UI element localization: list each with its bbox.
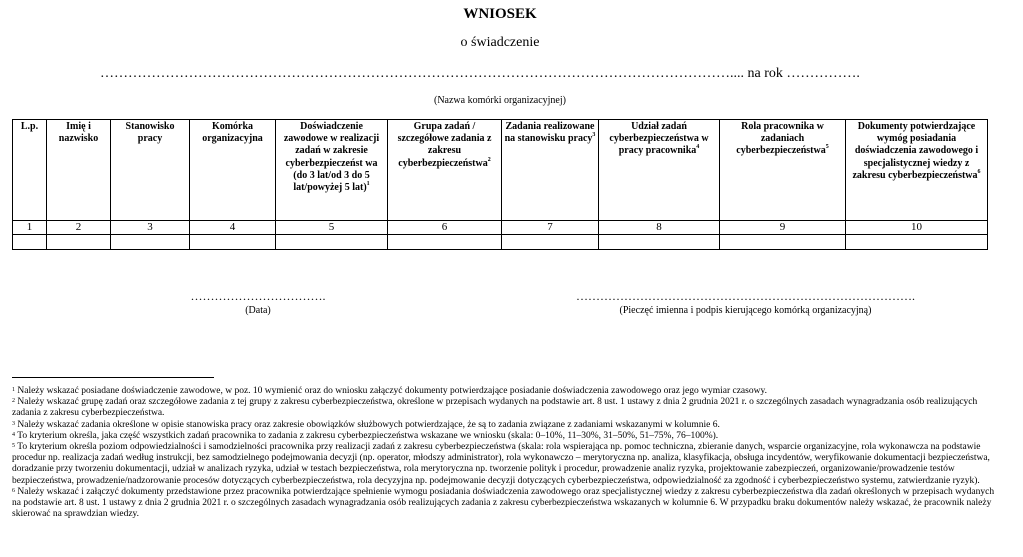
footnote-divider bbox=[12, 377, 214, 378]
date-caption: (Data) bbox=[245, 305, 271, 316]
column-number: 8 bbox=[599, 221, 720, 235]
year-label: na rok bbox=[747, 66, 783, 81]
column-number: 10 bbox=[846, 221, 988, 235]
footnote-item: $^5$ To kryterium określa poziom odpowiedzialności i samodzielności pracownika przy realizacji zadań z zakresu cyberbezpieczeństwa (skala: rola wspierająca np. pomoc techniczna, zbieranie danych, wsparcie organizacyjne, rola wykonawcza na podstawie procedur np. realizacja zadań według instrukcji, bez samodzielnego podejmowania decyzji (np. operator, młodszy administrator), rola wykonawczo – merytoryczna np. analiza, klasyfikacja, obsługa incydentów, weryfikowanie dokumentacji bezpieczeństwa, doradzanie przy tworzeniu dokumentacji, udział w analizach ryzyka, udział w testach bezpieczeństwa, rola merytoryczna np. tworzenie polityk i procedur, prowadzenie analiz ryzyka, projektowanie zabezpieczeń, organizowanie/prowadzenie testów bezpieczeństwa, prowadzenie/nadzorowanie procesów dotyczących cyberbezpieczeństwa, rola decyzyjna np. podejmowanie decyzji dotyczących cyberbezpieczeństwa, odpowiedzialność za zgodność i cyberbezpieczeństwo systemu, zatwierdzanie ryzyk). bbox=[12, 442, 990, 486]
col-header-tasks: Zadania realizowane na stanowisku pracy$^3$ bbox=[502, 120, 599, 221]
stamp-field[interactable]: …………………………………………………………………………. bbox=[576, 289, 915, 303]
col-header-lp: L.p. bbox=[13, 120, 47, 221]
table-cell[interactable] bbox=[846, 235, 988, 250]
unit-line bbox=[100, 66, 860, 82]
col-header-share: Udział zadań cyberbezpieczeństwa w pracy pracownika$^4$ bbox=[599, 120, 720, 221]
table-cell[interactable] bbox=[276, 235, 388, 250]
column-number: 7 bbox=[502, 221, 599, 235]
unit-name-field[interactable]: ……………………………………………………………………………………………………………………….. bbox=[100, 66, 737, 81]
document-title: WNIOSEK bbox=[463, 6, 537, 22]
footnotes bbox=[12, 386, 997, 520]
employee-table bbox=[12, 119, 988, 250]
col-header-experience: Doświadczenie zawodowe w realizacji zadań w zakresie cyberbezpieczeńst wa (do 3 lat/od 3 do 5 lat/powyżej 5 lat)$^1$ bbox=[276, 120, 388, 221]
unit-caption: (Nazwa komórki organizacyjnej) bbox=[434, 95, 566, 106]
table-row bbox=[13, 235, 988, 250]
column-number: 2 bbox=[47, 221, 111, 235]
document-subtitle: o świadczenie bbox=[460, 35, 540, 50]
column-number: 3 bbox=[111, 221, 190, 235]
footnote-item: $^4$ To kryterium określa, jaka część wszystkich zadań pracownika to zadania z zakresu cyberbezpieczeństwa wskazane we wniosku (skala: 0–10%, 11–30%, 31–50%, 51–75%, 76–100%). bbox=[12, 430, 719, 441]
table-cell[interactable] bbox=[599, 235, 720, 250]
date-field[interactable]: ……………………………. bbox=[190, 289, 326, 303]
col-header-position: Stanowisko pracy bbox=[111, 120, 190, 221]
column-number-row bbox=[13, 221, 988, 235]
header-row bbox=[13, 120, 988, 221]
table-cell[interactable] bbox=[47, 235, 111, 250]
col-header-task-group: Grupa zadań / szczegółowe zadania z zakresu cyberbezpieczeństwa$^2$ bbox=[388, 120, 502, 221]
table-cell[interactable] bbox=[13, 235, 47, 250]
table-cell[interactable] bbox=[388, 235, 502, 250]
stamp-caption: (Pieczęć imienna i podpis kierującego komórką organizacyjną) bbox=[619, 305, 872, 316]
column-number: 5 bbox=[276, 221, 388, 235]
col-header-unit: Komórka organizacyjna bbox=[190, 120, 276, 221]
footnote-item: $^1$ Należy wskazać posiadane doświadczenie zawodowe, w poz. 10 wymienić oraz do wniosku załączyć dokumenty potwierdzające posiadanie doświadczenia zawodowego oraz jego wymiar czasowy. bbox=[12, 386, 767, 396]
col-header-role: Rola pracownika w zadaniach cyberbezpieczeństwa$^5$ bbox=[720, 120, 846, 221]
column-number: 9 bbox=[720, 221, 846, 235]
year-field[interactable]: ……………. bbox=[786, 66, 860, 81]
footnote-item: $^6$ Należy wskazać i załączyć dokumenty przedstawione przez pracownika potwierdzające spełnienie wymogu posiadania doświadczenia zawodowego oraz specjalistycznej wiedzy z zakresu cyberbezpieczeństwa dla zadań określonych w przepisach wydanych na podstawie art. 8 ust. 1 ustawy z dnia 2 grudnia 2021 r. o szczególnych zasadach wynagradzania osób realizujących zadania z zakresu cyberbezpieczeństwa wskazanych w kolumnie 6. W przypadku braku dokumentów należy wskazać, że pracownik należy skierować na sprawdzian wiedzy. bbox=[12, 486, 995, 520]
date-signature-block bbox=[168, 289, 348, 316]
footnote-item: $^3$ Należy wskazać zadania określone w opisie stanowiska pracy oraz zakresie obowiązków służbowych potwierdzające, że są to zadania związane z zadaniami wskazanymi w kolumnie 6. bbox=[12, 419, 720, 430]
col-header-name: Imię i nazwisko bbox=[47, 120, 111, 221]
table-cell[interactable] bbox=[502, 235, 599, 250]
table-cell[interactable] bbox=[111, 235, 190, 250]
table-cell[interactable] bbox=[720, 235, 846, 250]
column-number: 6 bbox=[388, 221, 502, 235]
column-number: 1 bbox=[13, 221, 47, 235]
stamp-signature-block bbox=[548, 289, 943, 316]
column-number: 4 bbox=[190, 221, 276, 235]
footnote-item: $^2$ Należy wskazać grupę zadań oraz szczegółowe zadania z tej grupy z zakresu cyberbezpieczeństwa, określone w przepisach wydanych na podstawie art. 8 ust. 1 ustawy z dnia 2 grudnia 2021 r. o szczególnych zasadach wynagradzania osób realizujących zadania z zakresu cyberbezpieczeństwa. bbox=[12, 397, 978, 419]
unit-line-end: .. bbox=[737, 66, 744, 81]
col-header-documents: Dokumenty potwierdzające wymóg posiadania doświadczenia zawodowego i specjalistycznej wiedzy z zakresu cyberbezpieczeństwa$^6$ bbox=[846, 120, 988, 221]
table-cell[interactable] bbox=[190, 235, 276, 250]
